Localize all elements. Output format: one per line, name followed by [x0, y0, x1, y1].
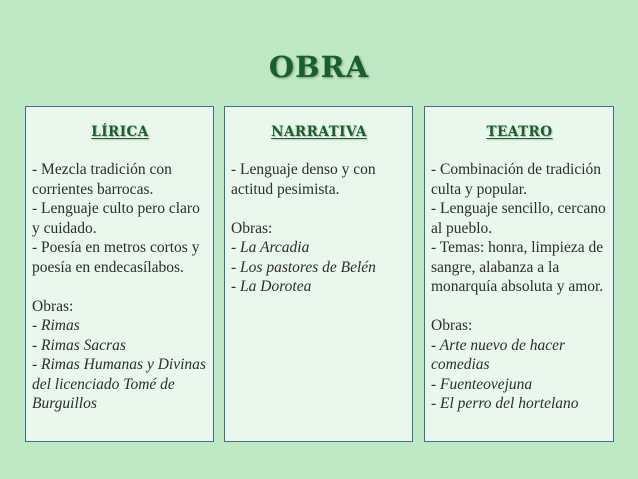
spacer [431, 297, 608, 317]
lirica-work: - Rimas [32, 317, 80, 334]
lirica-point: - Poesía en metros cortos y poesía en endecasílabos. [32, 239, 200, 276]
narrativa-point: - Lenguaje denso y con actitud pesimista. [231, 161, 376, 198]
narrativa-work: - La Arcadia [231, 239, 310, 256]
lirica-heading: LÍRICA [91, 124, 149, 140]
narrativa-works-label: Obras: [231, 219, 273, 237]
lirica-work: - Rimas Humanas y Divinas del licenciado Tomé de Burguillos [32, 356, 206, 412]
narrativa-heading: NARRATIVA [271, 124, 367, 140]
lirica-work: - Rimas Sacras [32, 336, 126, 354]
teatro-heading: TEATRO [486, 124, 553, 140]
lirica-point: - Lenguaje culto pero claro y cuidado. [32, 200, 200, 237]
spacer [32, 277, 208, 297]
teatro-work: - Fuenteovejuna [431, 375, 533, 393]
lirica-box [25, 106, 214, 442]
lirica-works-label: Obras: [32, 297, 74, 315]
teatro-work: - Arte nuevo de hacer comedias [431, 336, 565, 373]
teatro-work: - El perro del hortelano [431, 395, 579, 412]
lirica-point: - Mezcla tradición con corrientes barrocas. [32, 161, 172, 198]
narrativa-work: - Los pastores de Belén [231, 258, 376, 276]
spacer [231, 199, 407, 219]
teatro-point: - Temas: honra, limpieza de sangre, alabanza a la monarquía absoluta y amor. [431, 239, 604, 295]
teatro-works-label: Obras: [431, 317, 473, 334]
slide-title: OBRA [268, 50, 370, 84]
teatro-point: - Lenguaje sencillo, cercano al pueblo. [431, 200, 606, 237]
narrativa-work: - La Dorotea [231, 278, 312, 295]
narrativa-box [224, 106, 413, 442]
teatro-point: - Combinación de tradición culta y popular. [431, 161, 602, 198]
teatro-box [424, 106, 614, 442]
